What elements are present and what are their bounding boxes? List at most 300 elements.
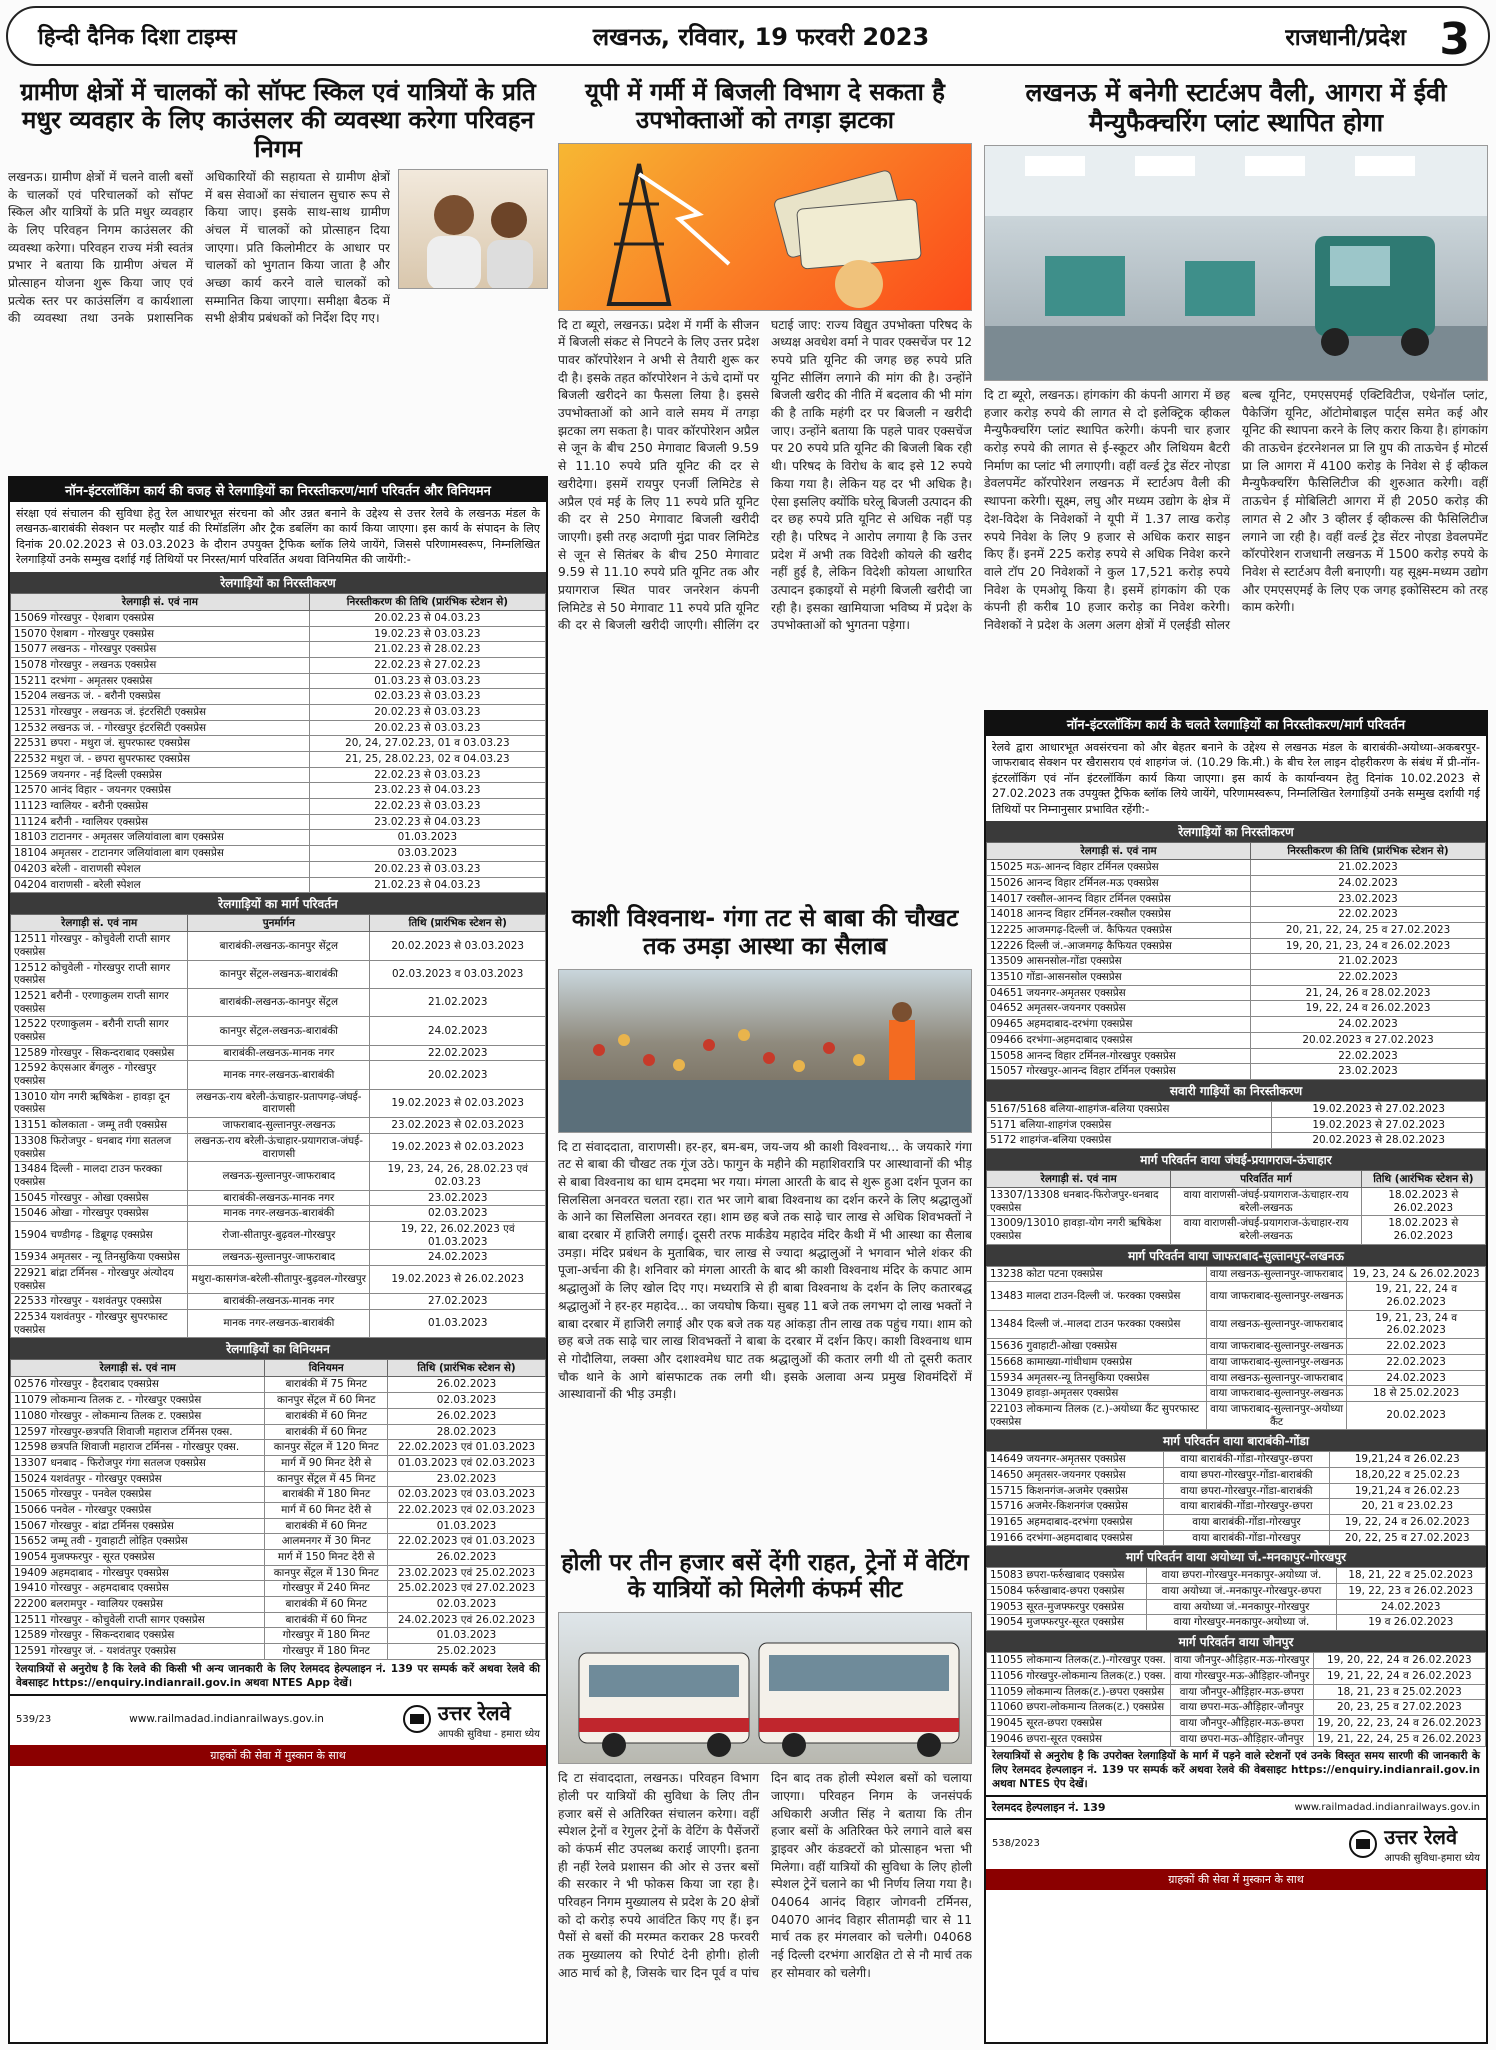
train-cell: 22531 छपरा - मथुरा जं. सुपरफास्ट एक्सप्रेस [11, 736, 310, 752]
table-row [987, 1684, 1486, 1700]
train-cell: 15204 लखनऊ जं. - बरौनी एक्सप्रेस [11, 689, 310, 705]
table-row [11, 1045, 546, 1061]
value-cell: 22.02.2023 एवं 01.03.2023 [388, 1534, 546, 1550]
train-cell: 13509 आसनसोल-गोंडा एक्सप्रेस [987, 954, 1251, 970]
value-cell: 19.02.2023 से 27.02.2023 [1272, 1101, 1486, 1117]
table-row [11, 988, 546, 1016]
table-row [11, 1017, 546, 1045]
table-row [11, 830, 546, 846]
table-row [11, 1206, 546, 1222]
train-cell: 15067 गोरखपुर - बांद्रा टर्मिनस एक्सप्रेस [11, 1518, 265, 1534]
train-cell: 15636 गुवाहाटी-ओखा एक्सप्रेस [987, 1339, 1207, 1355]
article-holi-headline: होली पर तीन हजार बसें देंगी राहत, ट्रेनों में वेटिंग के यात्रियों को मिलेगी कंफर्म सीट [561, 1550, 969, 1604]
value-cell: 19,21,24 व 26.02.23 [1329, 1483, 1485, 1499]
value-cell: 26.02.2023 [388, 1377, 546, 1393]
table-row [11, 720, 546, 736]
table-row [11, 814, 546, 830]
train-cell: 09465 अहमदाबाद-दरभंगा एक्सप्रेस [987, 1017, 1251, 1033]
value-cell: 01.03.2023 [388, 1518, 546, 1534]
electricity-illustration [558, 143, 972, 311]
col-h1: रेलगाड़ी सं. एवं नाम [987, 1170, 1171, 1187]
train-cell: 15084 फर्रुखाबाद-छपरा एक्सप्रेस [987, 1584, 1147, 1600]
rail-ad-left-intro: संरक्षा एवं संचालन की सुविधा हेतु रेल आधारभूत संरचना को और उन्नत बनाने के उद्देश्य से उत्तर रेलवे के लखनऊ मंडल के लखनऊ-बाराबंकी सेक्शन पर मल्हौर यार्ड की रिमॉडलिंग और ट्रैक डबलिंग का कार्य किया जाएगा। इस कार्य के संपादन के लिए दिनांक 20.02.2023 से 03.03.2023 के दौरान उपयुक्त ट्रैफिक ब्लॉक लिये जायेंगे, जिससे परिणामस्वरूप, निम्नलिखित रेलगाड़ियों उनके सम्मुख दर्शाई गई तिथियों पर निरस्त/मार्ग परिवर्तित अथवा विनियमित की जायेंगी:- [16, 507, 540, 567]
train-cell: 12591 गोरखपुर जं. - यशवंतपुर एक्सप्रेस [11, 1644, 265, 1660]
rail-ad-right-intro: रेलवे द्वारा आधारभूत अवसंरचना को और बेहतर बनाने के उद्देश्य से लखनऊ मंडल के बाराबंकी-अयोध्या-अकबरपुर-जाफराबाद सेक्शन पर खैरासराय एवं शाहगंज जं. (10.29 कि.मी.) के बीच रेल लाइन दोहरीकरण के संबंध में प्री-नॉन-इंटरलॉकिंग एवं नॉन इंटरलॉकिंग कार्य किया जाएगा। इस कार्य के कार्यान्वयन हेतु दिनांक 10.02.2023 से 27.02.2023 तक उपयुक्त ट्रैफिक ब्लॉक लिये जायेंगे, परिणामस्वरूप, निम्नलिखित रेलगाड़ियों उनके सम्मुख दर्शायी गई तिथियों पर निम्नानुसार प्रभावित रहेंगी:- [992, 741, 1480, 816]
table-row [987, 1354, 1486, 1370]
value-cell: 24.02.2023 [1251, 1017, 1486, 1033]
value-cell: 22.02.2023 एवं 02.03.2023 [388, 1502, 546, 1518]
value-cell: 24.02.2023 [1347, 1370, 1486, 1386]
r-cancel-table [986, 842, 1486, 1080]
value-cell: 19.02.2023 से 27.02.2023 [1272, 1117, 1486, 1133]
value-cell: वाया छपरा-गोरखपुर-गोंडा-बाराबंकी [1164, 1467, 1329, 1483]
table-row [11, 1581, 546, 1597]
value-cell: 02.03.2023 एवं 03.03.2023 [388, 1487, 546, 1503]
article-holi-body: दि टा संवाददाता, लखनऊ। परिवहन विभाग होली पर यात्रियों की सुविधा के लिए तीन हजार बसें से अतिरिक्त संचालन करेगा। वहीं स्पेशल ट्रेनों व रेगुलर ट्रेनों के वेटिंग के पैसेंजरों को कंफर्म सीट उपलब्ध कराई जाएगी। इतना ही नहीं रेलवे प्रशासन की ओर से उत्तर बसों की सरकार ने भी फोकस किया जा रहा है। परिवहन निगम मुख्यालय से प्रदेश के 20 क्षेत्रों को दो करोड़ रुपये आवंटित किए गए हैं। इन पैसों से बसों की मरम्मत कराकर 28 फरवरी तक मुख्यालय को रिपोर्ट देनी होगी। होली आठ मार्च को है, जिसके चार दिन पूर्व व पांच दिन बाद तक होली स्पेशल बसों को चलाया जाएगा। परिवहन निगम के जनसंपर्क अधिकारी अजीत सिंह ने बताया कि तीन हजार बसों के अतिरिक्त फेरे लगाने वाले बस ड्राइवर और कंडक्टरों को प्रोत्साहन भत्ता भी मिलेगा। वहीं यात्रियों की सुविधा के लिए होली स्पेशल ट्रेनें चलाने का भी निर्णय लिया गया है। 04064 आनंद विहार जोगवनी टर्मिनस, 04070 आनंद विहार सीतामढ़ी चार से 11 मार्च तक हर मंगलवार को चलेगी। 04068 नई दिल्ली दरभंगा आरक्षित टो से नौ मार्च तक हर सोमवार को चलेगी। [558, 1771, 972, 1980]
value-cell: 19, 23, 24 & 26.02.2023 [1347, 1266, 1486, 1282]
ev-factory-photo [984, 145, 1488, 381]
train-cell: 15083 छपरा-फर्रुखाबाद एक्सप्रेस [987, 1568, 1147, 1584]
route-table [986, 1567, 1486, 1631]
table-row [11, 1502, 546, 1518]
train-cell: 22200 बलरामपुर - ग्वालियर एक्सप्रेस [11, 1597, 265, 1613]
value-cell: 02.03.2023 [388, 1393, 546, 1409]
table-row [987, 1339, 1486, 1355]
table-row [987, 1731, 1486, 1747]
table-row [11, 1250, 546, 1266]
helpline-text: रेलमदद हेल्पलाइन नं. 139 [992, 1801, 1106, 1815]
value-cell: 19, 22, 24 व 26.02.2023 [1329, 1515, 1485, 1531]
train-cell: 11056 गोरखपुर-लोकमान्य तिलक(ट.) एक्स. [987, 1668, 1171, 1684]
table-row [11, 783, 546, 799]
table-row [987, 1568, 1486, 1584]
value-cell: बाराबंकी में 75 मिनट [265, 1377, 388, 1393]
table-row [987, 923, 1486, 939]
rail-ad-right [984, 710, 1488, 2044]
train-cell: 15715 किशनगंज-अजमेर एक्सप्रेस [987, 1483, 1164, 1499]
rail-ad-left-bottom: ग्राहकों की सेवा में मुस्कान के साथ [10, 1745, 546, 1766]
train-cell: 11123 ग्वालियर - बरौनी एक्सप्रेस [11, 799, 310, 815]
train-cell: 12522 एरणाकुलम - बरौनी राप्ती सागर एक्सप्रेस [11, 1017, 188, 1045]
table-row [987, 1599, 1486, 1615]
article-transport-body: लखनऊ। ग्रामीण क्षेत्रों में चलने वाली बसों के चालकों एवं परिचालकों को सॉफ्ट स्किल और यात्रियों के प्रति मधुर व्यवहार के लिए परिवहन निगम काउंसलर की व्यवस्था करेगा। परिवहन राज्य मंत्री स्वतंत्र प्रभार ने बताया कि ग्रामीण अंचल में प्रोत्साहन योजना शुरू किया जाए एवं प्रत्येक स्तर पर काउंसलिंग व कार्यशाला की व्यवस्था तथा उनके प्रशासनिक अधिकारियों की सहायता से ग्रामीण क्षेत्रों में बस सेवाओं का संचालन सुचारु रूप से किया जाए। इसके साथ-साथ ग्रामीण अंचल में चालकों को प्रोत्साहन दिया जाएगा। प्रति किलोमीटर के आधार पर चालकों को भुगतान किया जाता है और अच्छा कार्य करने वाले चालकों को सम्मानित किया जाएगा। समीक्षा बैठक में सभी क्षेत्रीय प्रबंधकों को निर्देश दिए गए। [8, 169, 390, 326]
value-cell: जाफराबाद-सुल्तानपुर-लखनऊ [188, 1118, 370, 1134]
value-cell: 23.02.2023 [1251, 1064, 1486, 1080]
regulate-table [10, 1359, 546, 1659]
railway-tagline: आपकी सुविधा-हमारा ध्येय [1384, 1853, 1480, 1865]
table-row [11, 1534, 546, 1550]
train-cell: 12226 दिल्ली जं.-आजमगढ़ कैफियत एक्सप्रेस [987, 938, 1251, 954]
value-cell: 23.02.23 से 04.03.23 [309, 814, 545, 830]
rail-ad-right-note: रेलयात्रियों से अनुरोध है कि उपरोक्त रेलगाड़ियों के मार्ग में पड़ने वाले स्टेशनों एवं उनके विस्तृत समय सारणी की जानकारी के लिए रेलमदद हेल्पलाइन नं. 139 पर सम्पर्क करें अथवा रेलवे की वेबसाइट https://enquiry.indianrail.gov.in अथवा NTES ऐप देखें। [992, 1750, 1480, 1791]
value-cell: 24.02.2023 [1336, 1599, 1485, 1615]
train-cell: 15934 अमृतसर-न्यू तिनसुकिया एक्सप्रेस [987, 1370, 1207, 1386]
train-cell: 15078 गोरखपुर - लखनऊ एक्सप्रेस [11, 657, 310, 673]
table-row [987, 1064, 1486, 1080]
article-transport-headline: ग्रामीण क्षेत्रों में चालकों को सॉफ्ट स्किल एवं यात्रियों के प्रति मधुर व्यवहार के लिए काउंसलर की व्यवस्था करेगा परिवहन निगम [20, 78, 536, 163]
value-cell: 19, 22, 26.02.2023 एवं 01.03.2023 [370, 1221, 546, 1249]
table-row [11, 1221, 546, 1249]
table-row [11, 1565, 546, 1581]
col-regulation: विनियमन [265, 1360, 388, 1377]
cancel-table-title: रेलगाड़ियों का निरस्तीकरण [10, 572, 546, 593]
value-cell: वाया लखनऊ-सुल्तानपुर-जाफराबाद [1206, 1370, 1346, 1386]
train-cell: 15026 आनन्द विहार टर्मिनल-मऊ एक्सप्रेस [987, 875, 1251, 891]
train-cell: 15652 जम्मू तवी - गुवाहाटी लोहित एक्सप्रेस [11, 1534, 265, 1550]
value-cell: वाया जौनपुर-औड़िहार-मऊ-छपरा [1170, 1715, 1313, 1731]
train-cell: 12592 केएसआर बेंगलुरु - गोरखपुर एक्सप्रेस [11, 1061, 188, 1089]
value-cell: 20, 21, 22, 24, 25 व 27.02.2023 [1251, 923, 1486, 939]
value-cell: 23.02.2023 [370, 1190, 546, 1206]
col-train: रेलगाड़ी सं. एवं नाम [11, 593, 310, 610]
train-cell: 15077 लखनऊ - गोरखपुर एक्सप्रेस [11, 642, 310, 658]
train-cell: 14649 जयनगर-अमृतसर एक्सप्रेस [987, 1452, 1164, 1468]
value-cell: 21, 25, 28.02.23, 02 व 04.03.23 [309, 752, 545, 768]
regulate-table-title: रेलगाड़ियों का विनियमन [10, 1338, 546, 1359]
table-row [987, 1048, 1486, 1064]
train-cell: 13238 कोटा पटना एक्सप्रेस [987, 1266, 1207, 1282]
table-row [987, 875, 1486, 891]
table-row [11, 932, 546, 960]
table-row [987, 985, 1486, 1001]
divert-table-title: रेलगाड़ियों का मार्ग परिवर्तन [10, 893, 546, 914]
value-cell: 22.02.2023 [1251, 1048, 1486, 1064]
train-cell: 19053 सूरत-मुजफ्फरपुर एक्सप्रेस [987, 1599, 1147, 1615]
value-cell: 19,21,24 व 26.02.23 [1329, 1452, 1485, 1468]
table-row [11, 1455, 546, 1471]
value-cell: 22.02.2023 [1347, 1354, 1486, 1370]
value-cell: 26.02.2023 [388, 1408, 546, 1424]
value-cell: 01.03.23 से 03.03.23 [309, 673, 545, 689]
value-cell: 19, 22, 23 व 26.02.2023 [1336, 1584, 1485, 1600]
table-row [11, 1393, 546, 1409]
value-cell: 22.02.2023 [1251, 907, 1486, 923]
route-table-title: मार्ग परिवर्तन वाया जंघई-प्रयागराज-ऊंचाहार [986, 1149, 1486, 1170]
value-cell: 24.02.2023 [1251, 875, 1486, 891]
train-cell: 13307 धनबाद - फिरोजपुर गंगा सतलज एक्सप्रेस [11, 1455, 265, 1471]
value-cell: वाया छपरा-गोरखपुर-मनकापुर-अयोध्या जं. [1147, 1568, 1336, 1584]
value-cell: बाराबंकी-लखनऊ-कानपुर सेंट्रल [188, 988, 370, 1016]
train-cell: 09466 दरभंगा-अहमदाबाद एक्सप्रेस [987, 1032, 1251, 1048]
table-row [987, 1310, 1486, 1338]
train-cell: 19046 छपरा-सूरत एक्सप्रेस [987, 1731, 1171, 1747]
col-date: निरस्तीकरण की तिथि (प्रारंभिक स्टेशन से) [309, 593, 545, 610]
value-cell: मार्ग में 60 मिनट देरी से [265, 1502, 388, 1518]
value-cell: वाया छपरा-गोरखपुर-गोंडा-बाराबंकी [1164, 1483, 1329, 1499]
col-date: निरस्तीकरण की तिथि (प्रारंभिक स्टेशन से) [1251, 843, 1486, 860]
value-cell: 19, 20, 22, 24 व 26.02.2023 [1313, 1653, 1485, 1669]
table-row [11, 610, 546, 626]
value-cell: लखनऊ-सुल्तानपुर-जाफराबाद [188, 1162, 370, 1190]
value-cell: 20.02.23 से 04.03.23 [309, 610, 545, 626]
table-row [11, 1408, 546, 1424]
train-cell: 11124 बरौनी - ग्वालियर एक्सप्रेस [11, 814, 310, 830]
value-cell: 21.02.2023 [1251, 860, 1486, 876]
article-electricity [558, 74, 972, 894]
train-cell: 04652 अमृतसर-जयनगर एक्सप्रेस [987, 1001, 1251, 1017]
table-row [987, 1032, 1486, 1048]
train-cell: 5172 शाहगंज-बलिया एक्सप्रेस [987, 1133, 1272, 1149]
train-cell: 12598 छत्रपति शिवाजी महाराज टर्मिनस - गोरखपुर एक्स. [11, 1440, 265, 1456]
minister-portrait-icon [399, 170, 548, 289]
table-row [11, 767, 546, 783]
train-cell: 13049 हावड़ा-अमृतसर एक्सप्रेस [987, 1386, 1207, 1402]
rail-ad-right-website[interactable]: www.railmadad.indianrailways.gov.in [1294, 1802, 1480, 1814]
table-row [11, 1612, 546, 1628]
value-cell: 20.02.2023 [370, 1061, 546, 1089]
train-cell: 18104 अमृतसर - टाटानगर जलियांवाला बाग एक्सप्रेस [11, 846, 310, 862]
rail-ad-right-headline: नॉन-इंटरलॉकिंग कार्य के चलते रेलगाड़ियों का निरस्तीकरण/मार्ग परिवर्तन [986, 712, 1486, 736]
col-h3: तिथि (आरंभिक स्टेशन से) [1361, 1170, 1485, 1187]
value-cell: वाया जौनपुर-औड़िहार-मऊ-गोरखपुर [1170, 1653, 1313, 1669]
train-cell: 22921 बांद्रा टर्मिनस - गोरखपुर अंत्योदय एक्सप्रेस [11, 1266, 188, 1294]
value-cell: 19.02.2023 से 26.02.2023 [370, 1266, 546, 1294]
train-cell: 04204 वाराणसी - बरेली स्पेशल [11, 877, 310, 893]
train-cell: 19045 सूरत-छपरा एक्सप्रेस [987, 1715, 1171, 1731]
value-cell: वाया जौनपुर-औड़िहार-मऊ-छपरा [1170, 1684, 1313, 1700]
railway-logo [402, 1699, 540, 1740]
table-row [987, 1530, 1486, 1546]
value-cell: लखनऊ-राय बरेली-ऊंचाहार-प्रतापगढ़-जंघई-वाराणसी [188, 1089, 370, 1117]
value-cell: 22.02.23 से 03.03.23 [309, 767, 545, 783]
r-cancel2-table-title: सवारी गाड़ियों का निरस्तीकरण [986, 1080, 1486, 1101]
table-row [987, 1187, 1486, 1215]
value-cell: कानपुर सेंट्रल-लखनऊ-बाराबंकी [188, 960, 370, 988]
r-cancel-table-title: रेलगाड़ियों का निरस्तीकरण [986, 821, 1486, 842]
article-transport [8, 74, 548, 470]
table-row [11, 1162, 546, 1190]
value-cell: वाया वाराणसी-जंघई-प्रयागराज-ऊंचाहार-राय बरेली-लखनऊ [1171, 1187, 1361, 1215]
value-cell: वाया गोरखपुर-मऊ-औड़िहार-जौनपुर [1170, 1668, 1313, 1684]
value-cell: वाया अयोध्या जं.-मनकापुर-गोरखपुर [1147, 1599, 1336, 1615]
route-table-title: मार्ग परिवर्तन वाया जौनपुर [986, 1631, 1486, 1652]
value-cell: 19, 23, 24, 26, 28.02.23 एवं 02.03.23 [370, 1162, 546, 1190]
table-row [987, 1282, 1486, 1310]
table-row [987, 1452, 1486, 1468]
value-cell: वाया जाफराबाद-सुल्तानपुर-लखनऊ [1206, 1354, 1346, 1370]
value-cell: 20.02.23 से 03.03.23 [309, 704, 545, 720]
value-cell: वाया जाफराबाद-सुल्तानपुर-लखनऊ [1206, 1386, 1346, 1402]
value-cell: 01.03.2023 [309, 830, 545, 846]
train-cell: 22533 गोरखपुर - यशवंतपुर एक्सप्रेस [11, 1294, 188, 1310]
value-cell: लखनऊ-सुल्तानपुर-जाफराबाद [188, 1250, 370, 1266]
table-row [987, 1615, 1486, 1631]
table-row [11, 1266, 546, 1294]
value-cell: बाराबंकी में 180 मिनट [265, 1487, 388, 1503]
train-cell: 12589 गोरखपुर - सिकन्दराबाद एक्सप्रेस [11, 1045, 188, 1061]
value-cell: 19.02.23 से 03.03.23 [309, 626, 545, 642]
train-cell: 18103 टाटानगर - अमृतसर जलियांवाला बाग एक्सप्रेस [11, 830, 310, 846]
value-cell: 22.02.2023 एवं 01.03.2023 [388, 1440, 546, 1456]
train-cell: 14650 अमृतसर-जयनगर एक्सप्रेस [987, 1467, 1164, 1483]
value-cell: वाया गोरखपुर-मनकापुर-अयोध्या जं. [1147, 1615, 1336, 1631]
value-cell: 19, 21, 22, 24, 25 व 26.02.2023 [1313, 1731, 1485, 1747]
divert-table [10, 914, 546, 1338]
value-cell: वाया छपरा-मऊ-औड़िहार-जौनपुर [1170, 1700, 1313, 1716]
train-cell: 15058 आनन्द विहार टर्मिनल-गोरखपुर एक्सप्रेस [987, 1048, 1251, 1064]
table-row [11, 1377, 546, 1393]
table-row [987, 1133, 1486, 1149]
ghat-crowd-icon [559, 970, 972, 1133]
train-cell: 12570 आनंद विहार - जयनगर एक्सप्रेस [11, 783, 310, 799]
value-cell: 01.03.2023 [388, 1628, 546, 1644]
value-cell: मार्ग में 150 मिनट देरी से [265, 1550, 388, 1566]
bus-icon [559, 1613, 972, 1764]
table-row [987, 1216, 1486, 1244]
table-row [987, 891, 1486, 907]
table-row [11, 657, 546, 673]
value-cell: लखनऊ-राय बरेली-ऊंचाहार-प्रयागराज-जंघई-वाराणसी [188, 1133, 370, 1161]
train-cell: 11059 लोकमान्य तिलक(ट.)-छपरा एक्सप्रेस [987, 1684, 1171, 1700]
value-cell: कानपुर सेंट्रल में 45 मिनट [265, 1471, 388, 1487]
train-cell: 12521 बरौनी - एरणाकुलम राप्ती सागर एक्सप्रेस [11, 988, 188, 1016]
train-cell: 15211 दरभंगा - अमृतसर एक्सप्रेस [11, 673, 310, 689]
value-cell: 21.02.2023 [1251, 954, 1486, 970]
table-row [987, 1668, 1486, 1684]
train-cell: 15668 कामाख्या-गांधीधाम एक्सप्रेस [987, 1354, 1207, 1370]
table-row [11, 1471, 546, 1487]
value-cell: मानक नगर-लखनऊ-बाराबंकी [188, 1310, 370, 1338]
col-h2: परिवर्तित मार्ग [1171, 1170, 1361, 1187]
article-kashi [558, 900, 972, 1540]
table-row [987, 860, 1486, 876]
table-row [987, 1001, 1486, 1017]
article-electricity-headline: यूपी में गर्मी में बिजली विभाग दे सकता है उपभोक्ताओं को तगड़ा झटका [585, 78, 945, 135]
value-cell: बाराबंकी-लखनऊ-मानक नगर [188, 1190, 370, 1206]
rail-ad-left-code: 539/23 [16, 1713, 52, 1725]
value-cell: बाराबंकी-लखनऊ-मानक नगर [188, 1045, 370, 1061]
train-cell: 13484 दिल्ली - मालदा टाउन फरक्का एक्सप्रेस [11, 1162, 188, 1190]
train-cell: 19409 अहमदाबाद - गोरखपुर एक्सप्रेस [11, 1565, 265, 1581]
value-cell: 19, 20, 21, 23, 24 व 26.02.2023 [1251, 938, 1486, 954]
train-cell: 11055 लोकमान्य तिलक(ट.)-गोरखपुर एक्स. [987, 1653, 1171, 1669]
train-cell: 12225 आजमगढ़-दिल्ली जं. कैफियत एक्सप्रेस [987, 923, 1251, 939]
rail-ad-right-code: 538/2023 [992, 1838, 1040, 1850]
train-cell: 5167/5168 बलिया-शाहगंज-बलिया एक्सप्रेस [987, 1101, 1272, 1117]
train-cell: 04651 जयनगर-अमृतसर एक्सप्रेस [987, 985, 1251, 1001]
train-cell: 12511 गोरखपुर - कोचुवेली राप्ती सागर एक्सप्रेस [11, 932, 188, 960]
value-cell: वाया बाराबंकी-गोंडा-गोरखपुर-छपरा [1164, 1499, 1329, 1515]
value-cell: बाराबंकी में 60 मिनट [265, 1518, 388, 1534]
route-table-title: मार्ग परिवर्तन वाया जाफराबाद-सुल्तानपुर-लखनऊ [986, 1245, 1486, 1266]
table-row [11, 1440, 546, 1456]
table-row [987, 1715, 1486, 1731]
table-row [11, 704, 546, 720]
train-cell: 04203 बरेली - वाराणसी स्पेशल [11, 861, 310, 877]
train-cell: 19054 मुजफ्फरपुर - सूरत एक्सप्रेस [11, 1550, 265, 1566]
value-cell: वाया जाफराबाद-सुल्तानपुर-लखनऊ [1206, 1282, 1346, 1310]
value-cell: आलमनगर में 30 मिनट [265, 1534, 388, 1550]
table-row [11, 1597, 546, 1613]
train-cell: 14017 रक्सौल-आनन्द विहार टर्मिनल एक्सप्रेस [987, 891, 1251, 907]
value-cell: 27.02.2023 [370, 1294, 546, 1310]
value-cell: 18.02.2023 से 26.02.2023 [1361, 1187, 1485, 1215]
train-cell: 15716 अजमेर-किशनगंज एक्सप्रेस [987, 1499, 1164, 1515]
train-cell: 11079 लोकमान्य तिलक ट. - गोरखपुर एक्सप्रेस [11, 1393, 265, 1409]
table-row [11, 1487, 546, 1503]
value-cell: वाया लखनऊ-सुल्तानपुर-जाफराबाद [1206, 1266, 1346, 1282]
table-row [987, 1017, 1486, 1033]
col-date: तिथि (प्रारंभिक स्टेशन से) [388, 1360, 546, 1377]
train-cell: 12597 गोरखपुर-छत्रपति शिवाजी महाराज टर्मिनस एक्स. [11, 1424, 265, 1440]
table-row [11, 1550, 546, 1566]
table-row [11, 736, 546, 752]
value-cell: 19, 21, 22, 24 व 26.02.2023 [1347, 1282, 1486, 1310]
train-cell: 22532 मथुरा जं. - छपरा सुपरफास्ट एक्सप्रेस [11, 752, 310, 768]
masthead [6, 6, 1490, 66]
value-cell: 03.03.2023 [309, 846, 545, 862]
table-row [11, 1089, 546, 1117]
train-cell: 15046 ओखा - गोरखपुर एक्सप्रेस [11, 1206, 188, 1222]
table-row [987, 1386, 1486, 1402]
value-cell: वाया बाराबंकी-गोंडा-गोरखपुर-छपरा [1164, 1452, 1329, 1468]
value-cell: 22.02.23 से 27.02.23 [309, 657, 545, 673]
value-cell: 23.02.2023 [1251, 891, 1486, 907]
value-cell: 20.02.2023 से 03.03.2023 [370, 932, 546, 960]
train-cell: 13308 फिरोजपुर - धनबाद गंगा सतलज एक्सप्रेस [11, 1133, 188, 1161]
table-row [987, 907, 1486, 923]
cancel-table [10, 593, 546, 893]
section-name: राजधानी/प्रदेश [1285, 25, 1406, 51]
train-cell: 13009/13010 हावड़ा-योग नगरी ऋषिकेश एक्सप्रेस [987, 1216, 1171, 1244]
article-electricity-body: दि टा ब्यूरो, लखनऊ। प्रदेश में गर्मी के सीजन में बिजली संकट से निपटने के लिए उत्तर प्रदेश पावर कॉरपोरेशन ने अभी से तैयारी शुरू कर दी है। इसके तहत कॉरपोरेशन ने ऊंचे दामों पर बिजली खरीदने का फैसला लिया है। इससे उपभोक्ताओं को आने वाले समय में तगड़ा झटका लग सकता है। पावर कॉरपोरेशन अप्रैल से जून के बीच 250 मेगावाट बिजली 9.59 से 11.10 रुपये प्रति यूनिट की दर से खरीदेगा। इसमें रायपुर एनर्जी लिमिटेड से अप्रैल एवं मई के लिए 11 रुपये प्रति यूनिट की दर से 250 मेगावाट बिजली खरीदी जाएगी। इसी तरह अदाणी मुंद्रा पावर लिमिटेड से जून से सितंबर के बीच 250 मेगावाट 9.59 से 11.10 रुपये प्रति यूनिट तक और प्रयागराज स्थित पावर जनरेशन कंपनी लिमिटेड से 50 मेगावाट 11 रुपये प्रति यूनिट की दर से बिजली खरीदी जाएगी। सीलिंग दर घटाई जाए: राज्य विद्युत उपभोक्ता परिषद के अध्यक्ष अवधेश वर्मा ने पावर एक्सचेंज पर 12 रुपये प्रति यूनिट की जगह छह रुपये प्रति यूनिट सीलिंग लगाने की मांग की है। उन्होंने बिजली खरीद की नीति में बदलाव की भी मांग की है ताकि महंगी दर पर बिजली न खरीदी जाए। उन्होंने बताया कि पहले पावर एक्सचेंज पर 20 रुपये प्रति यूनिट की बिजली बिक रही थी। परिषद के विरोध के बाद इसे 12 रुपये किया गया है। लेकिन यह दर भी अधिक है। ऐसा इसलिए क्योंकि घरेलू बिजली उत्पादन की दर छह रुपये प्रति यूनिट से अधिक नहीं पड़ रही है। परिषद ने आरोप लगाया है कि उत्तर प्रदेश में अभी तक विदेशी कोयले की खरीद नहीं हुई है, लेकिन विदेशी कोयला आधारित उत्पादन इकाइयों से महंगी बिजली खरीदी जा रही है। इसका खामियाजा भविष्य में प्रदेश के उपभोक्ताओं को भुगतना पड़ेगा। [558, 317, 972, 633]
table-row [11, 1424, 546, 1440]
railway-logo [1348, 1823, 1480, 1864]
value-cell: 26.02.2023 [388, 1550, 546, 1566]
rail-ad-left-website[interactable]: www.railmadad.indianrailways.gov.in [129, 1713, 324, 1726]
value-cell: 19.02.2023 से 02.03.2023 [370, 1089, 546, 1117]
value-cell: 19, 20, 22, 23, 24 व 26.02.2023 [1313, 1715, 1485, 1731]
train-cell: 15904 चण्डीगढ़ - डिब्रूगढ़ एक्सप्रेस [11, 1221, 188, 1249]
value-cell: वाया बाराबंकी-गोंडा-गोरखपुर [1164, 1530, 1329, 1546]
table-row [11, 642, 546, 658]
train-cell: 15057 गोरखपुर-आनन्द विहार टर्मिनल एक्सप्रेस [987, 1064, 1251, 1080]
value-cell: वाया जाफराबाद-सुल्तानपुर-अयोध्या कैंट [1206, 1401, 1346, 1429]
value-cell: कानपुर सेंट्रल में 120 मिनट [265, 1440, 388, 1456]
value-cell: 02.03.2023 [388, 1597, 546, 1613]
value-cell: 22.02.23 से 03.03.23 [309, 799, 545, 815]
route-table [986, 1652, 1486, 1747]
value-cell: 28.02.2023 [388, 1424, 546, 1440]
table-row [987, 1401, 1486, 1429]
train-cell: 19165 अहमदाबाद-दरभंगा एक्सप्रेस [987, 1515, 1164, 1531]
col-train: रेलगाड़ी सं. एवं नाम [11, 1360, 265, 1377]
value-cell: 20.02.23 से 03.03.23 [309, 720, 545, 736]
value-cell: 23.02.2023 एवं 25.02.2023 [388, 1565, 546, 1581]
rail-ad-right-bottom: ग्राहकों की सेवा में मुस्कान के साथ [986, 1869, 1486, 1890]
table-row [11, 689, 546, 705]
value-cell: कानपुर सेंट्रल में 60 मिनट [265, 1393, 388, 1409]
value-cell: मानक नगर-लखनऊ-बाराबंकी [188, 1061, 370, 1089]
value-cell: 22.02.2023 [370, 1045, 546, 1061]
table-row [987, 1499, 1486, 1515]
factory-vehicle-icon [985, 146, 1488, 381]
value-cell: 19.02.2023 से 02.03.2023 [370, 1133, 546, 1161]
train-cell: 12532 लखनऊ जं. - गोरखपुर इंटरसिटी एक्सप्रेस [11, 720, 310, 736]
train-cell: 15045 गोरखपुर - ओखा एक्सप्रेस [11, 1190, 188, 1206]
railway-emblem-icon [1348, 1829, 1378, 1859]
train-cell: 22534 यशवंतपुर - गोरखपुर सुपरफास्ट एक्सप्रेस [11, 1310, 188, 1338]
table-row [11, 1628, 546, 1644]
value-cell: बाराबंकी में 60 मिनट [265, 1408, 388, 1424]
value-cell: 24.02.2023 [370, 1250, 546, 1266]
value-cell: 20, 24, 27.02.23, 01 व 03.03.23 [309, 736, 545, 752]
table-row [11, 1518, 546, 1534]
train-cell: 12512 कोचुवेली - गोरखपुर राप्ती सागर एक्सप्रेस [11, 960, 188, 988]
value-cell: वाया बाराबंकी-गोंडा-गोरखपुर [1164, 1515, 1329, 1531]
train-cell: 13510 गोंडा-आसनसोल एक्सप्रेस [987, 970, 1251, 986]
value-cell: मार्ग में 90 मिनट देरी से [265, 1455, 388, 1471]
